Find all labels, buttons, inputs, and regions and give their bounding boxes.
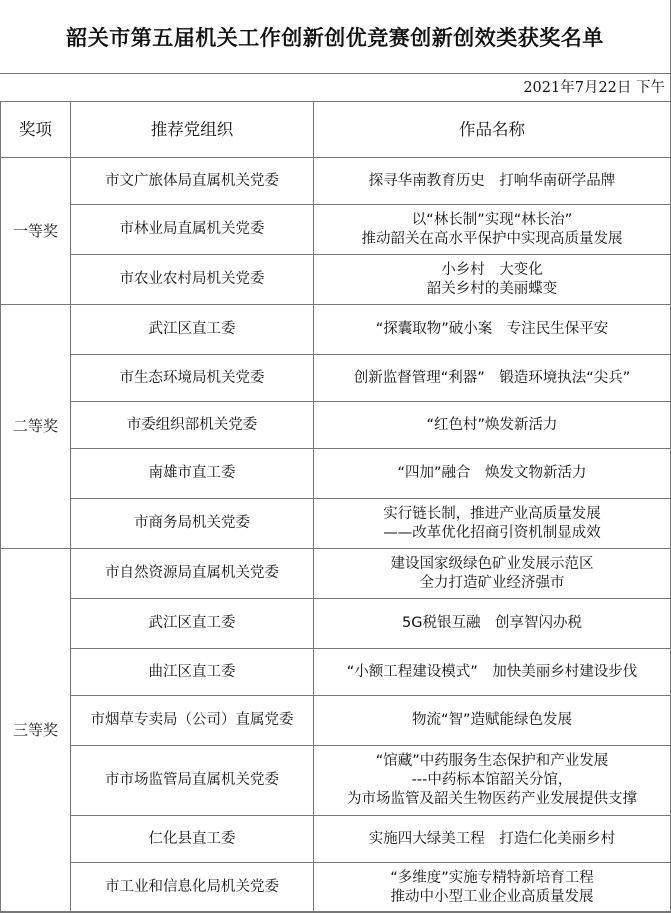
document-title: 韶关市第五届机关工作创新创优竞赛创新创效类获奖名单	[66, 24, 604, 50]
org-cell: 市林业局直属机关党委	[71, 205, 314, 255]
org-cell: 曲江区直工委	[71, 649, 314, 696]
work-cell	[314, 816, 671, 863]
work-cell	[314, 649, 671, 696]
award-level: 一等奖	[1, 158, 71, 305]
work-line: 为市场监管及韶关生物医药产业发展提供支撑	[347, 791, 637, 807]
org-cell: 市工业和信息化局机关党委	[71, 863, 314, 913]
work-line: “多维度”实施专精特新培育工程	[390, 869, 594, 886]
work-line: 以“林长制”实现“林长治”	[411, 211, 573, 228]
header-award: 奖项	[1, 102, 71, 158]
org-cell: 市自然资源局直属机关党委	[71, 549, 314, 599]
table-row	[1, 449, 671, 499]
document-date: 2021年7月22日 下午	[523, 80, 665, 96]
work-cell	[314, 355, 671, 402]
table-row	[1, 549, 671, 599]
work-line: 全力打造矿业经济强市	[419, 574, 565, 591]
work-line: 建设国家级绿色矿业发展示范区	[390, 555, 594, 572]
work-cell	[314, 696, 671, 746]
org-cell: 市农业农村局机关党委	[71, 255, 314, 305]
table-row	[1, 402, 671, 449]
work-line: 推动韶关在高水平保护中实现高质量发展	[361, 230, 623, 247]
work-cell	[314, 205, 671, 255]
table-row	[1, 255, 671, 305]
award-table	[0, 101, 671, 913]
work-line: 物流“智”造赋能绿色发展	[411, 712, 573, 728]
work-line: ---中药标本馆韶关分馆，	[411, 772, 573, 788]
work-line: “红色村”焕发新活力	[426, 416, 558, 433]
work-cell	[314, 158, 671, 205]
award-level: 三等奖	[1, 549, 71, 913]
work-cell	[314, 863, 671, 913]
work-line: 创新监督管理“利器” 锻造环境执法“尖兵”	[353, 369, 631, 386]
work-cell	[314, 305, 671, 355]
work-cell	[314, 599, 671, 649]
work-line: 推动中小型工业企业高质量发展	[390, 888, 594, 905]
work-cell	[314, 255, 671, 305]
org-cell: 市烟草专卖局（公司）直属党委	[71, 696, 314, 746]
table-row	[1, 863, 671, 913]
work-cell	[314, 549, 671, 599]
table-row	[1, 305, 671, 355]
org-cell: 仁化县直工委	[71, 816, 314, 863]
table-row	[1, 355, 671, 402]
work-cell	[314, 499, 671, 549]
award-level: 二等奖	[1, 305, 71, 549]
work-cell	[314, 746, 671, 816]
work-line: 实施四大绿美工程 打造仁化美丽乡村	[368, 830, 616, 847]
table-row	[1, 599, 671, 649]
table-row	[1, 746, 671, 816]
work-line: “小额工程建设模式” 加快美丽乡村建设步伐	[346, 663, 638, 680]
table-row	[1, 696, 671, 746]
title-divider	[0, 73, 670, 74]
table-row	[1, 205, 671, 255]
work-line: 韶关乡村的美丽蝶变	[426, 280, 558, 297]
header-organization: 推荐党组织	[71, 102, 314, 158]
header-work-title: 作品名称	[314, 102, 671, 158]
table-row	[1, 649, 671, 696]
org-cell: 市文广旅体局直属机关党委	[71, 158, 314, 205]
table-header-row	[1, 102, 671, 158]
work-cell	[314, 402, 671, 449]
work-line: 实行链长制，推进产业高质量发展	[383, 505, 601, 522]
work-line: ——改革优化招商引资机制显成效	[383, 524, 601, 541]
org-cell: 南雄市直工委	[71, 449, 314, 499]
work-line: “探囊取物”破小案 专注民生保平安	[375, 321, 609, 337]
table-row	[1, 499, 671, 549]
work-line: 小乡村 大变化	[441, 261, 543, 278]
work-line: 5G税银互融 创享智闪办税	[402, 615, 582, 631]
work-line: “馆藏”中药服务生态保护和产业发展	[375, 753, 609, 769]
org-cell: 市商务局机关党委	[71, 499, 314, 549]
table-row	[1, 816, 671, 863]
org-cell: 市委组织部机关党委	[71, 402, 314, 449]
work-line: 探寻华南教育历史 打响华南研学品牌	[368, 172, 616, 189]
work-line: “四加”融合 焕发文物新活力	[397, 465, 587, 481]
org-cell: 武江区直工委	[71, 305, 314, 355]
org-cell: 武江区直工委	[71, 599, 314, 649]
table-row	[1, 158, 671, 205]
org-cell: 市市场监管局直属机关党委	[71, 746, 314, 816]
work-cell	[314, 449, 671, 499]
org-cell: 市生态环境局机关党委	[71, 355, 314, 402]
